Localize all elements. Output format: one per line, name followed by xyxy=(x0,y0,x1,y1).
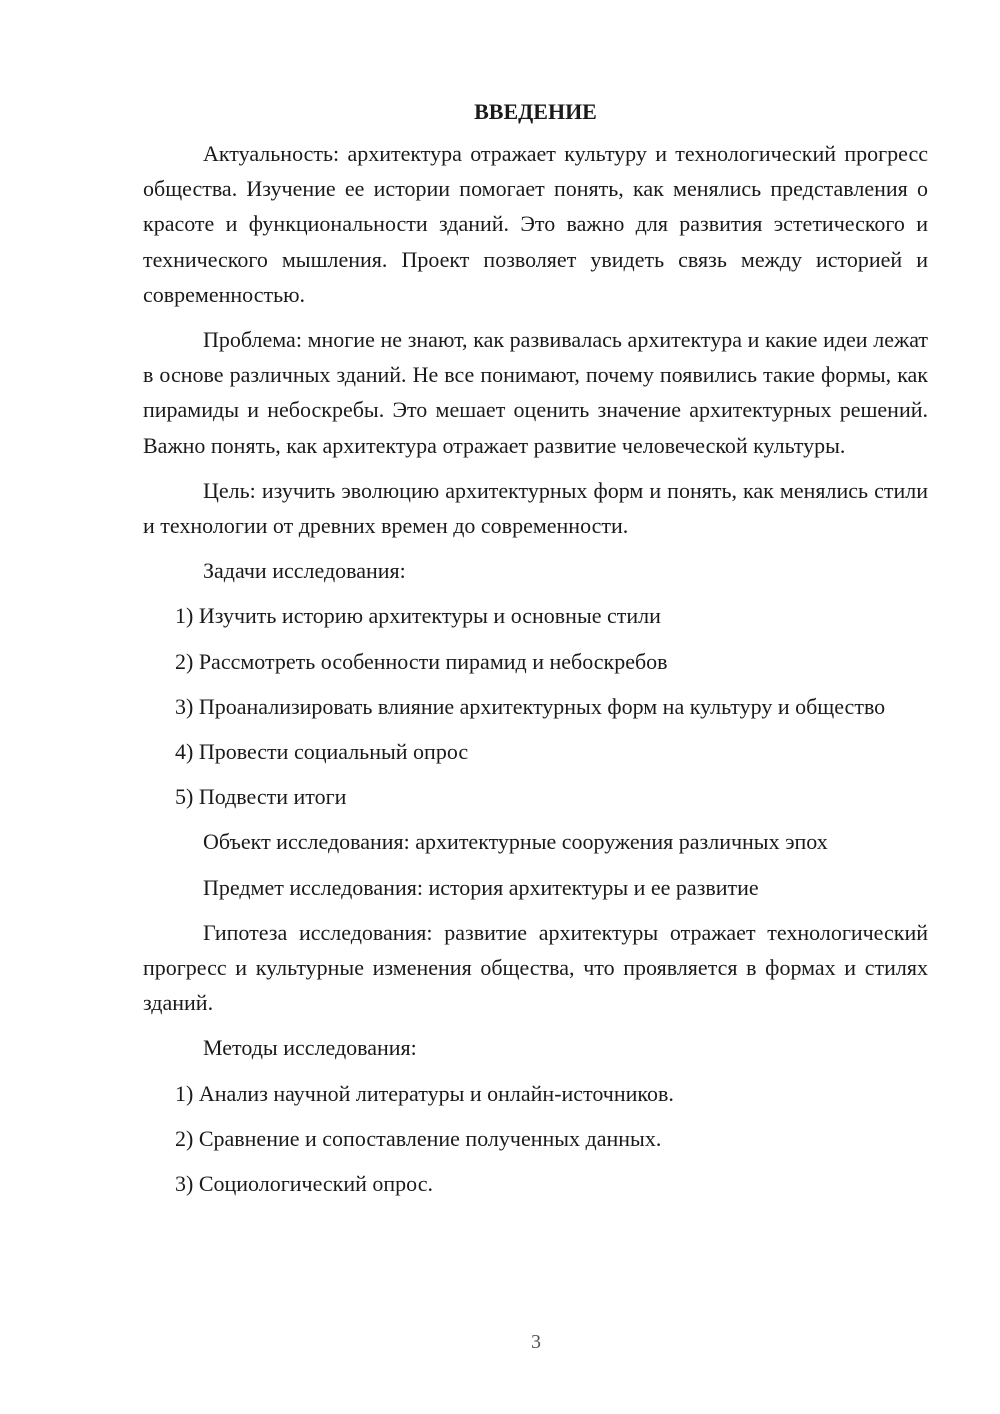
methods-label: Методы исследования: xyxy=(203,1035,417,1061)
section-heading: ВВЕДЕНИЕ xyxy=(474,99,597,124)
list-item: 5) Подвести итоги xyxy=(175,784,347,810)
tasks-list xyxy=(143,598,928,814)
list-item: 3) Проанализировать влияние архитектурных форм на культуру и общество xyxy=(175,693,886,719)
subject-paragraph: Предмет исследования: история архитектуры и ее развитие xyxy=(203,874,759,900)
list-item: 3) Социологический опрос. xyxy=(175,1171,433,1197)
list-item: 1) Изучить историю архитектуры и основные стили xyxy=(175,603,661,629)
relevance-paragraph: Актуальность: архитектура отражает культуру и технологический прогресс общества. Изучение ее истории помогает понять, как менялись представления о красоте и функциональности зданий. Это важно для развития эстетического и технического мышления. Проект позволяет увидеть связь между историей и современностью. xyxy=(143,141,928,307)
list-item: 1) Анализ научной литературы и онлайн-источников. xyxy=(175,1080,674,1106)
list-item: 2) Сравнение и сопоставление полученных данных. xyxy=(175,1125,662,1151)
list-item: 4) Провести социальный опрос xyxy=(175,739,469,765)
hypothesis-paragraph: Гипотеза исследования: развитие архитектуры отражает технологический прогресс и культурные изменения общества, что проявляется в формах и стилях зданий. xyxy=(143,919,928,1016)
document-page xyxy=(143,94,928,1211)
list-item: 2) Рассмотреть особенности пирамид и небоскребов xyxy=(175,648,668,674)
page-number: 3 xyxy=(531,1331,541,1353)
tasks-label: Задачи исследования: xyxy=(203,558,406,584)
methods-list xyxy=(143,1076,928,1202)
object-paragraph: Объект исследования: архитектурные сооружения различных эпох xyxy=(203,829,828,855)
problem-paragraph: Проблема: многие не знают, как развивалась архитектура и какие идеи лежат в основе различных зданий. Не все понимают, почему появились такие формы, как пирамиды и небоскребы. Это мешает оценить значение архитектурных решений. Важно понять, как архитектура отражает развитие человеческой культуры. xyxy=(143,327,928,458)
goal-paragraph: Цель: изучить эволюцию архитектурных форм и понять, как менялись стили и технологии от древних времен до современности. xyxy=(143,477,928,539)
